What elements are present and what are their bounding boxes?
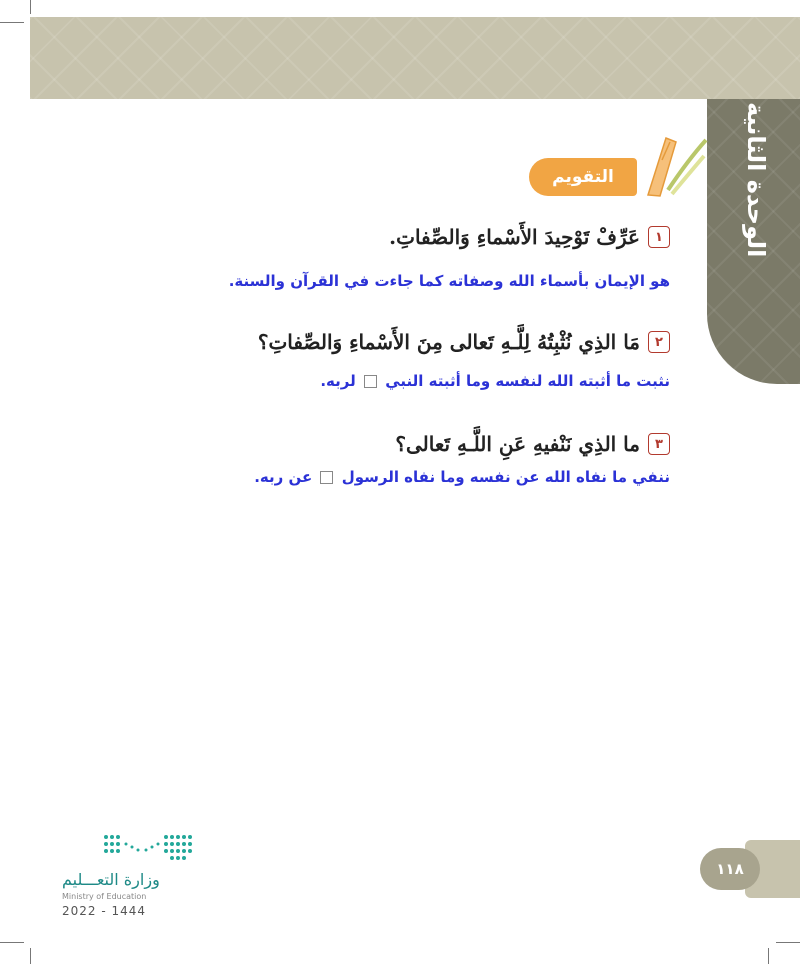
question-2 <box>258 330 670 354</box>
answer-text: لربه. <box>320 372 356 390</box>
pbuh-symbol <box>320 471 333 484</box>
answer-text: عن ربه. <box>254 468 313 486</box>
answer-2 <box>320 372 670 390</box>
answer-3 <box>254 468 670 486</box>
question-1 <box>389 225 670 249</box>
crop-mark <box>776 942 800 943</box>
question-text: عَرِّفْ تَوْحِيدَ الأَسْماءِ وَالصِّفاتِ. <box>389 225 640 249</box>
question-text: ما الذِي نَنْفيهِ عَنِ اللَّـهِ تَعالى؟ <box>395 432 640 456</box>
ministry-name-english: Ministry of Education <box>62 892 147 901</box>
header-band <box>30 17 800 99</box>
question-number: ١ <box>648 226 670 248</box>
crop-mark <box>30 0 31 14</box>
ministry-logo <box>62 832 197 922</box>
question-number: ٣ <box>648 433 670 455</box>
answer-text: نثبت ما أثبته الله لنفسه وما أثبته النبي <box>385 372 670 390</box>
unit-title: الوحدة الثانية <box>742 102 770 258</box>
question-3 <box>395 432 670 456</box>
crop-mark <box>0 942 24 943</box>
ministry-dots-icon <box>102 832 197 862</box>
crop-mark <box>30 948 31 964</box>
pbuh-symbol <box>364 375 377 388</box>
crop-mark <box>768 948 769 964</box>
question-number: ٢ <box>648 331 670 353</box>
section-badge: التقويم <box>529 158 637 196</box>
ministry-name-arabic: وزارة التعـــليم <box>62 870 160 889</box>
crop-mark <box>0 22 24 23</box>
question-text: مَا الذِي نُثْبِتُهُ لِلَّـهِ تَعالى مِنَ الأَسْماءِ وَالصِّفاتِ؟ <box>257 330 640 354</box>
answer-1: هو الإيمان بأسماء الله وصفاته كما جاءت في القرآن والسنة. <box>228 272 670 290</box>
page-number: ١١٨ <box>700 848 760 890</box>
edition-year: 2022 - 1444 <box>62 904 147 918</box>
answer-text: ننفي ما نفاه الله عن نفسه وما نفاه الرسول <box>341 468 670 486</box>
